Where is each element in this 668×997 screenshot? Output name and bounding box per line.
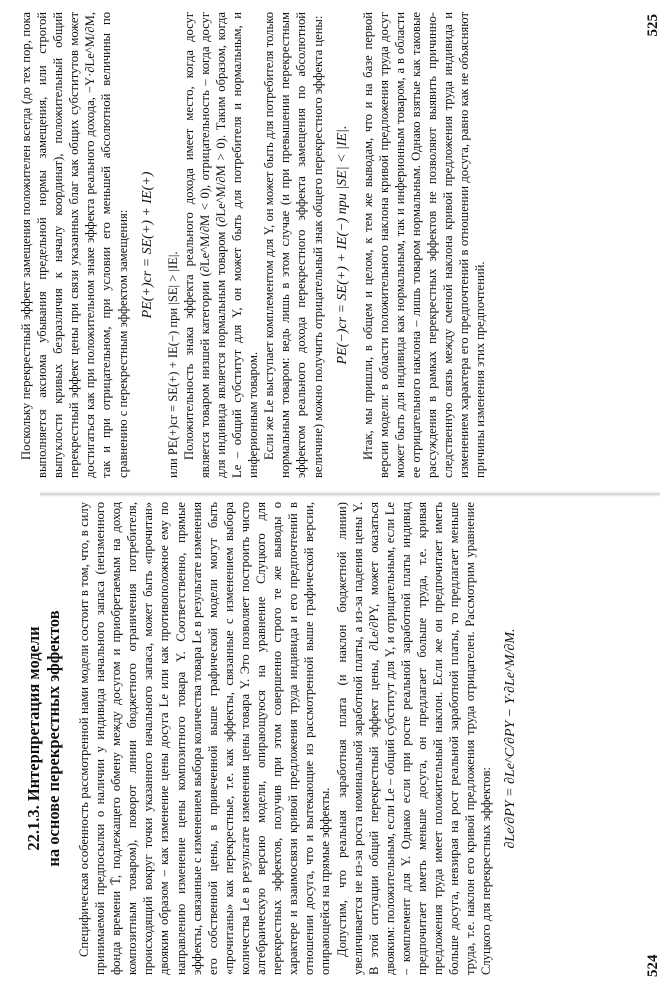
right-paragraph-3: Если же Le выступает комплементом для Y, он может быть для потребителя только нормальным товаром: ведь лишь в этом случае (и при превышении перекрестным эффектом реального дохода перекрестного эффекта замещения по абсолютной величине) можно получить отрицательный знак общего перекрестного эффекта цены: (262, 12, 325, 478)
right-paragraph-1: Поскольку перекрестный эффект замещения положителен всегда (до тех пор, пока выполняется аксиома убывания предельной нормы замещения, или строгой выпуклости кривых безразличия к началу координат), положительный общий перекрестный эффект цены при связи указанных благ как общих субститутов может достигаться как при положительном знаке эффекта реального дохода, −Y·∂Le^M/∂M, так и при отрицательном, при условии его меньшей абсолютной величины по сравнению с перекрестным эффектом замещения: (19, 12, 130, 478)
right-page (0, 0, 668, 492)
slutsky-equation: ∂Le/∂PY = ∂Le^C/∂PY − Y·∂Le^M/∂M. (503, 628, 519, 849)
left-paragraph-2: Допустим, что реальная заработная плата (и наклон бюджетной линии) увеличивается не из-за роста номинальной заработной платы, а из-за падения цены Y. В этой ситуации общий перекрестный эффект цены, ∂Le/∂PY, может оказаться двояким: положительным, если Le – общий субститут для Y, и отрицательным, если Le – комплемент для Y. Однако если при росте реальной заработной платы индивид предпочитает иметь меньше досуга, он предлагает больше труда, т.е. кривая предложения труда имеет положительный наклон. Если же он предпочитает иметь больше досуга, невзирая на рост реальной заработной платы, то предлагает меньше труда, т.е. наклон его кривой предложения труда отрицателен. Рассмотрим уравнение Слуцкого для перекрестных эффектов: (334, 502, 494, 975)
section-heading (24, 502, 64, 975)
heading-line-2: на основе перекрестных эффектов (44, 610, 63, 867)
page-number-left: 524 (645, 954, 661, 977)
left-page (0, 492, 668, 997)
formula-substitute-or: или PE(+)cr = SE(+) + IE(−) при |SE| > |IE|. (165, 251, 180, 478)
heading-line-1: 22.1.3. Интерпретация модели (24, 626, 43, 851)
left-paragraph-1: Специфическая особенность рассмотренной нами модели состоит в том, что, в силу принимаемой предпосылки о наличии у индивида начального запаса (неизменного фонда времени T̄, подлежащего обмену между досугом и приобретаемым на доход композитным товаром), поворот линии бюджетного ограничения потребителя, происходящий вокруг точки указанного начального запаса, может быть «прочитан» двояким образом – как изменение цены досуга Le или как противоположное ему по направлению изменение цены композитного товара Y. Соответственно, прямые эффекты, связанные с изменением выбора количества товара Le в результате изменения его собственной цены, в привеченной выше графической модели могут быть «прочитаны» как перекрестные, т.е. как эффекты, связанные с изменением выбора количества Le в результате изменения цены товара Y. Это позволяет построить чисто алгебраическую версию модели, опирающуюся на уравнение Слуцкого для перекрестных эффектов, получив при этом совершенно строго те же выводы о характере и взаимосвязи кривой предложения труда индивида и его предпочтений в отношении досуга, что и вытекающие из рассмотренной выше графической версии, опирающейся на прямые эффекты. (77, 502, 333, 975)
formula-substitute: PE(+)cr = SE(+) + IE(+) (139, 171, 155, 319)
formula-complement: PE(−)cr = SE(+) + IE(−) при |SE| < |IE|. (334, 125, 350, 365)
right-paragraph-4: Итак, мы пришли, в общем и целом, к тем же выводам, что и на базе первой версии модели: в области положительного наклона кривой предложения труда досуг может быть для индивида как нормальным, так и инферионным товаром, а в области ее отрицательного наклона – лишь товаром нормальным. Однако взятые как таковые рассуждения в рамках перекрестных эффектов не позволяют выявить причинно-следственную связь между сменой наклона кривой предложения труда индивида и изменением характера его предпочтений в отношении досуга, равно как не объясняют причины изменения этих предпочтений. (360, 12, 488, 478)
right-paragraph-2: Положительность знака эффекта реального дохода имеет место, когда досуг является товаром низшей категории (∂Le^M/∂M < 0), отрицательность – когда досуг для индивида является нормальным товаром (∂Le^M/∂M > 0). Таким образом, когда Le – общий субститут для Y, он может быть для потребителя и нормальным, и инферионным товаром. (181, 12, 261, 478)
page-number-right: 525 (645, 14, 661, 37)
